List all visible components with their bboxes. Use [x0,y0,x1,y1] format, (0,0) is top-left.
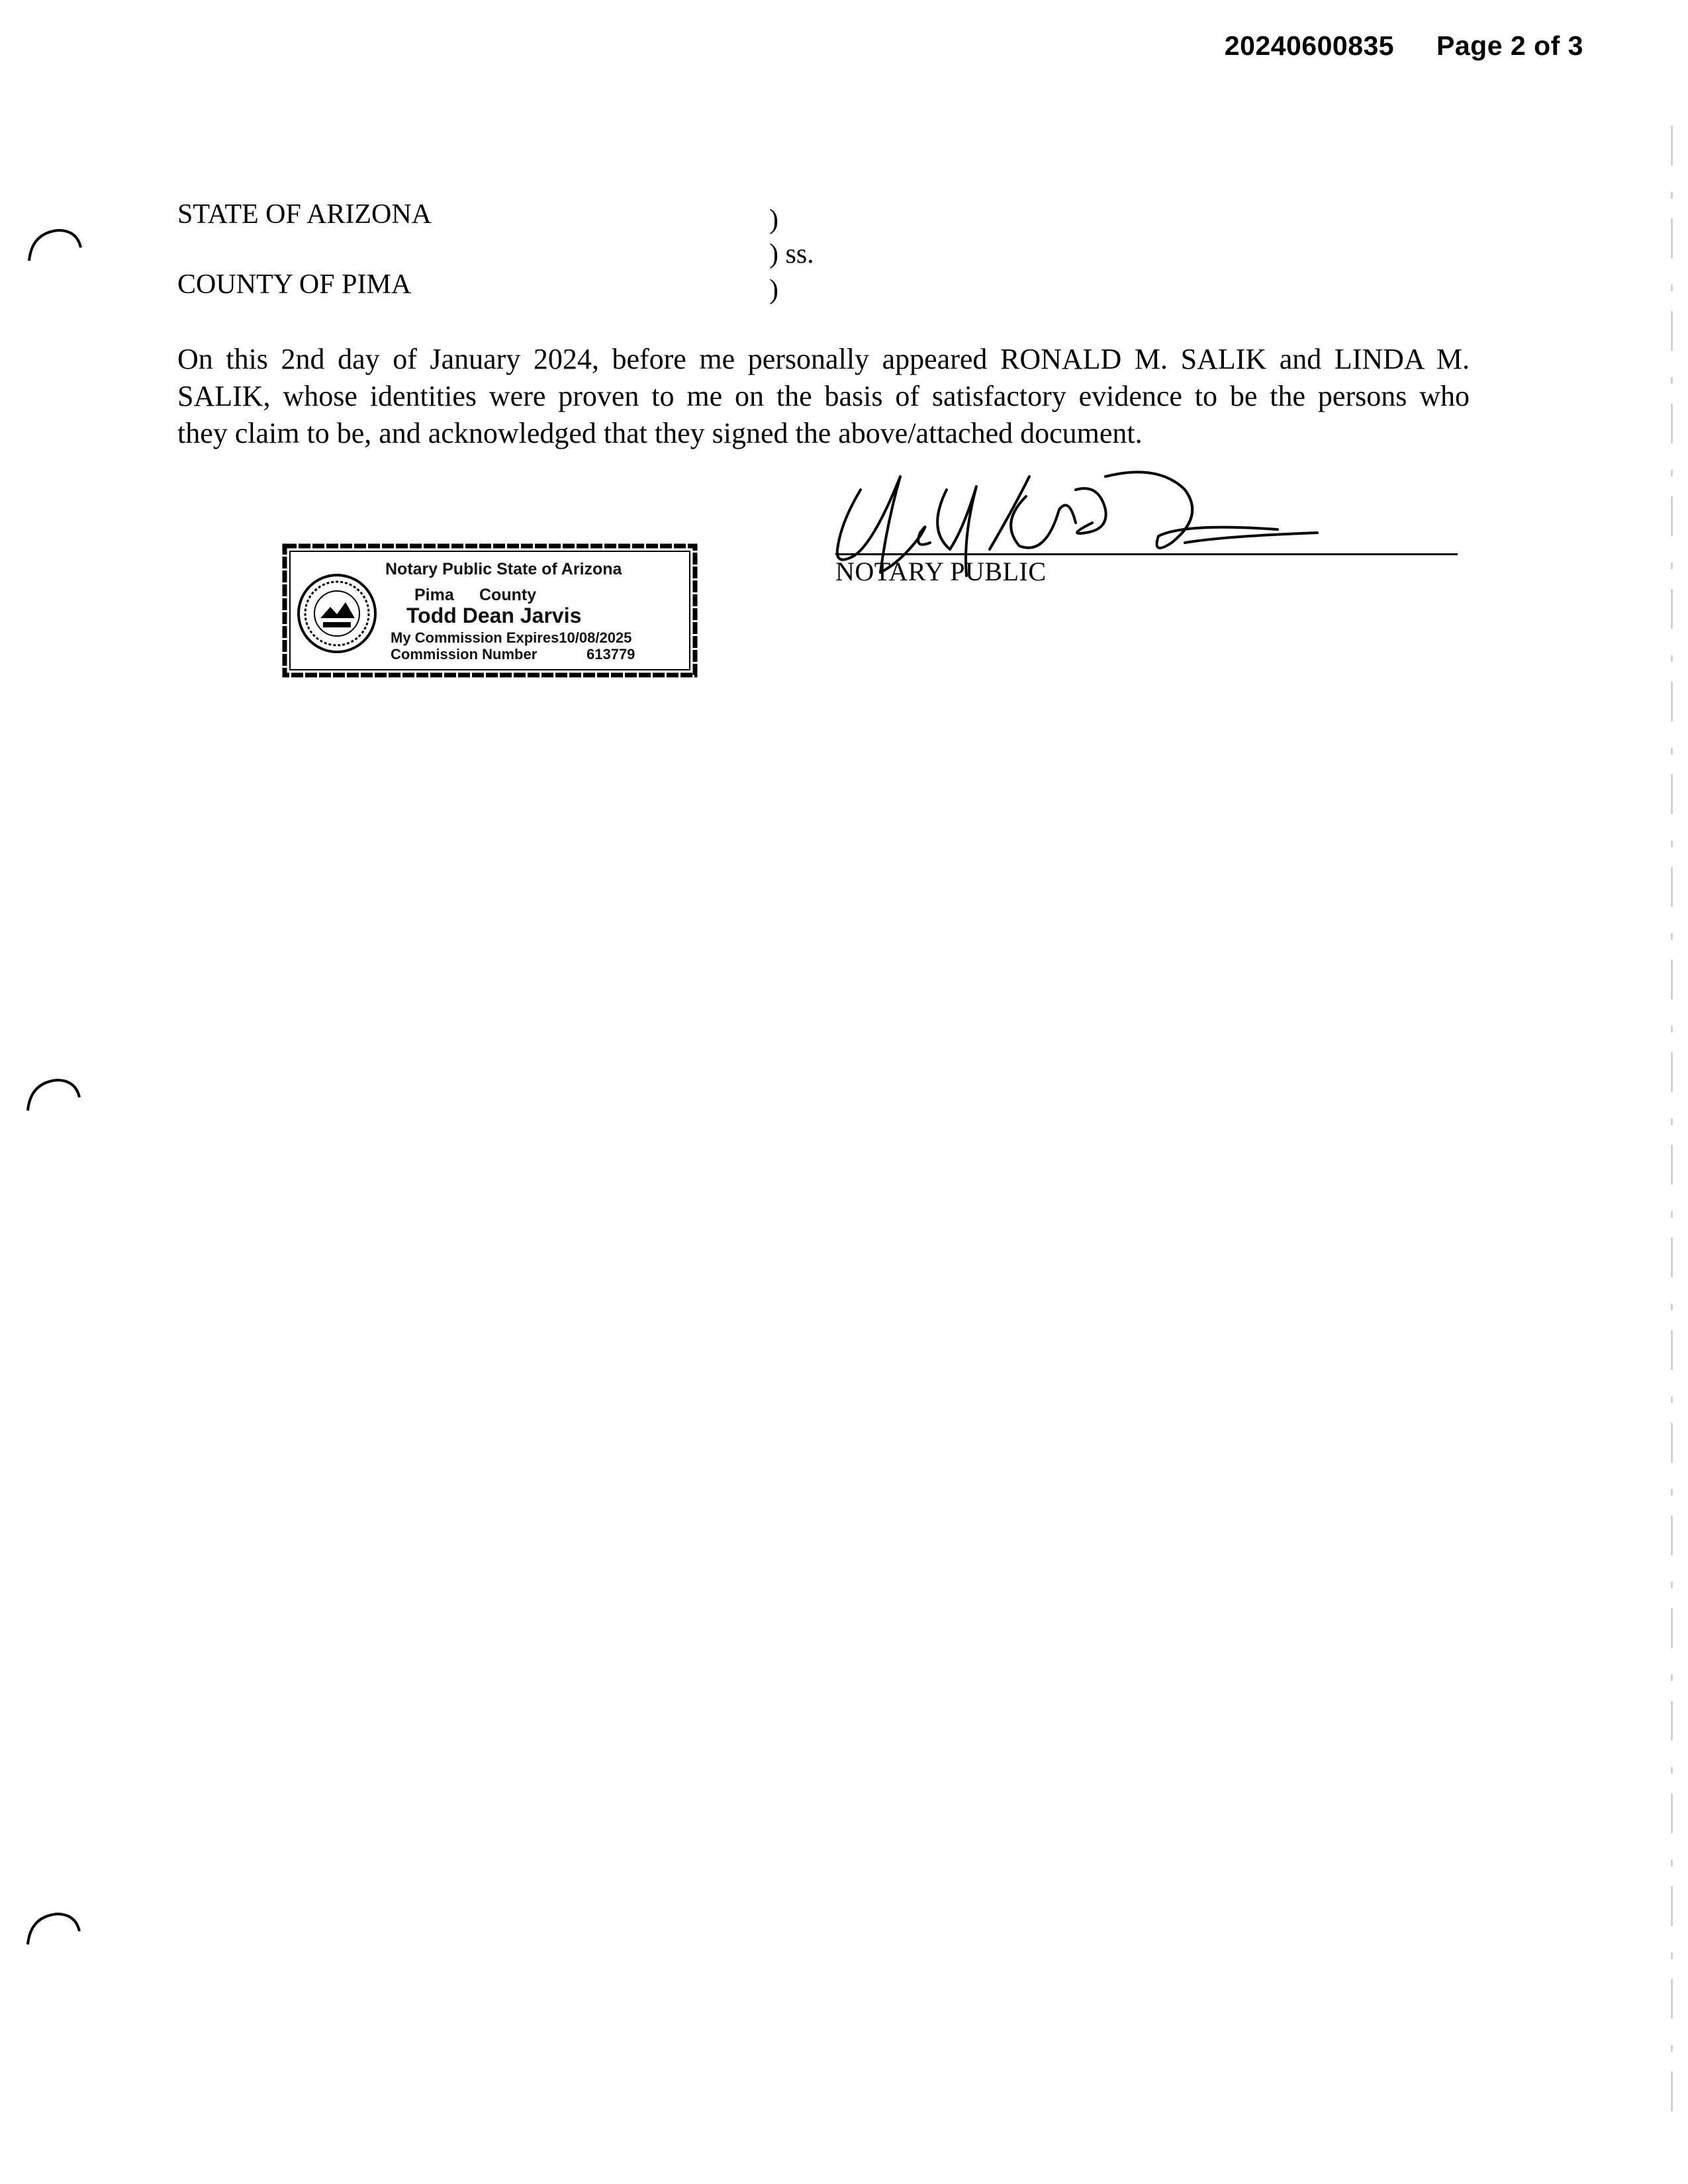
venue-ss: ) ss. [769,239,814,269]
stamp-commission-number: 613779 [586,646,635,662]
binder-hole-arc-icon [25,224,85,263]
document-number: 20240600835 [1224,30,1395,61]
stamp-title: Notary Public State of Arizona [385,560,622,578]
acknowledgment-paragraph [177,341,1470,452]
page-header [1225,30,1583,62]
handwritten-signature [814,450,1331,596]
venue-county: COUNTY OF PIMA [177,269,412,300]
binder-hole-arc-icon [24,1073,83,1113]
stamp-commission-label: Commission Number [391,646,538,662]
stamp-county-name: Pima [414,586,454,604]
stamp-notary-name: Todd Dean Jarvis [406,604,582,627]
venue-state: STATE OF ARIZONA [177,199,432,230]
stamp-expiration: My Commission Expires10/08/2025 [391,629,632,646]
arizona-state-seal-icon [294,570,380,657]
stamp-county-word: County [479,586,537,604]
venue-bracket: ) [769,205,778,235]
venue-bracket: ) [769,275,778,305]
scan-edge-line [1671,126,1673,2111]
acknowledgment-line: SALIK, whose identities were proven to me on the basis of satisfactory evidence to be the persons who [177,380,1470,412]
acknowledgment-line: On this 2nd day of January 2024, before me personally appeared RONALD M. SALIK and LINDA M. [177,343,1470,375]
page-indicator: Page 2 of 3 [1436,30,1583,61]
acknowledgment-line: they claim to be, and acknowledged that they signed the above/attached document. [177,417,1143,449]
notary-public-label: NOTARY PUBLIC [835,557,1047,586]
binder-hole-arc-icon [24,1907,83,1947]
